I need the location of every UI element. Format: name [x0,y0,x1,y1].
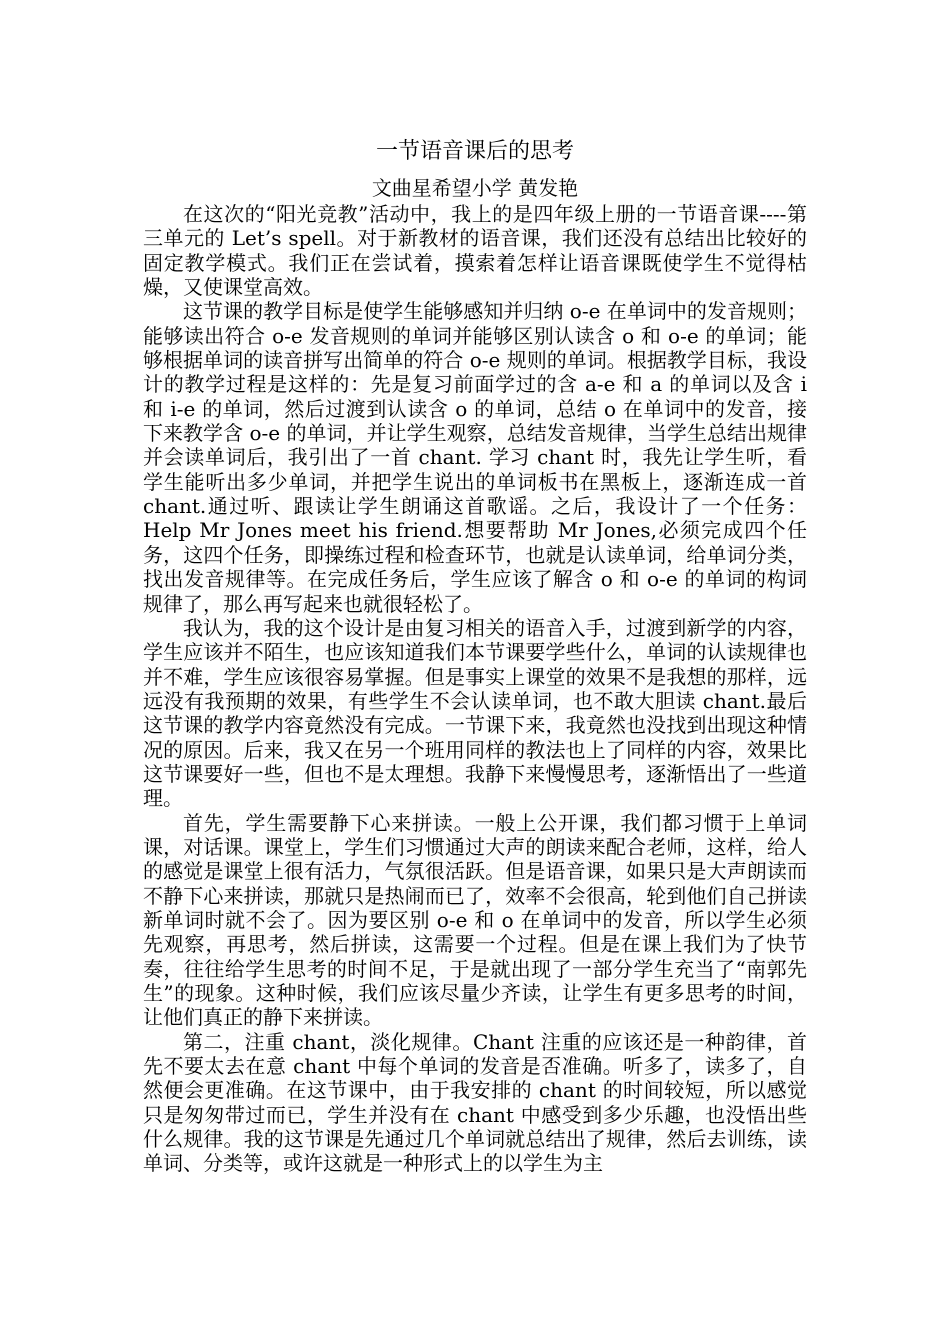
document-page [143,128,807,1176]
document-author: 文曲星希望小学 黄发艳 [371,176,579,200]
document-title: 一节语音课后的思考 [375,139,574,164]
paragraph-lesson-design: 这节课的教学目标是使学生能够感知并归纳 o-e 在单词中的发音规则；能够读出符合 o-e 发音规则的单词并能够区别认读含 o 和 o-e 的单词；能够根据单词的读音拼写出简单的符合 o-e 规则的单词。根据教学目标，我设计的教学过程是这样的：先是复习前面学过的含 a-e 和 a 的单词以及含 i 和 i-e 的单词，然后过渡到认读含 o 的单词，总结 o 在单词中的发音，接下来教学含 o-e 的单词，并让学生观察，总结发音规律，当学生总结出规律并会读单词后，我引出了一首 chant. 学习 chant 时，我先让学生听，看学生能听出多少单词，并把学生说出的单词板书在黑板上，逐渐连成一首 chant.通过听、跟读让学生朗诵这首歌谣。之后，我设计了一个任务：Help Mr Jones meet his friend.想要帮助 Mr Jones,必须完成四个任务，这四个任务，即操练过程和检查环节，也就是认读单词，给单词分类，找出发音规律等。在完成任务后，学生应该了解含 o 和 o-e 的单词的构词规律了，那么再写起来也就很轻松了。 [143,299,807,616]
paragraph-second-point: 第二，注重 chant，淡化规律。Chant 注重的应该还是一种韵律，首先不要太去在意 chant 中每个单词的发音是否准确。听多了，读多了，自然便会更准确。在这节课中，由于我安排的 chant 的时间较短，所以感觉只是匆匆带过而已，学生并没有在 chant 中感受到多少乐趣，也没悟出些什么规律。我的这节课是先通过几个单词就总结出了规律，然后去训练，读单词、分类等，或许这就是一种形式上的以学生为主 [143,1029,807,1176]
paragraph-reflection: 我认为，我的这个设计是由复习相关的语音入手，过渡到新学的内容，学生应该并不陌生，也应该知道我们本节课要学些什么，单词的认读规律也并不难，学生应该很容易掌握。但是事实上课堂的效果不是我想的那样，远远没有我预期的效果，有些学生不会认读单词，也不敢大胆读 chant.最后这节课的教学内容竟然没有完成。一节课下来，我竟然也没找到出现这种情况的原因。后来，我又在另一个班用同样的教法也上了同样的内容，效果比这节课要好一些，但也不是太理想。我静下来慢慢思考，逐渐悟出了一些道理。 [143,615,807,811]
paragraph-intro: 在这次的“阳光竞教”活动中，我上的是四年级上册的一节语音课----第三单元的 Let’s spell。对于新教材的语音课，我们还没有总结出比较好的固定教学模式。我们正在尝试着，摸索着怎样让语音课既使学生不觉得枯燥，又使课堂高效。 [143,202,807,300]
paragraph-first-point: 首先，学生需要静下心来拼读。一般上公开课，我们都习惯于上单词课，对话课。课堂上，学生们习惯通过大声的朗读来配合老师，这样，给人的感觉是课堂上很有活力，气氛很活跃。但是语音课，如果只是大声朗读而不静下心来拼读，那就只是热闹而已了，效率不会很高，轮到他们自己拼读新单词时就不会了。因为要区别 o-e 和 o 在单词中的发音，所以学生必须先观察，再思考，然后拼读，这需要一个过程。但是在课上我们为了快节奏，往往给学生思考的时间不足，于是就出现了一部分学生充当了“南郭先生”的现象。这种时候，我们应该尽量少齐读，让学生有更多思考的时间，让他们真正的静下来拼读。 [143,810,807,1030]
